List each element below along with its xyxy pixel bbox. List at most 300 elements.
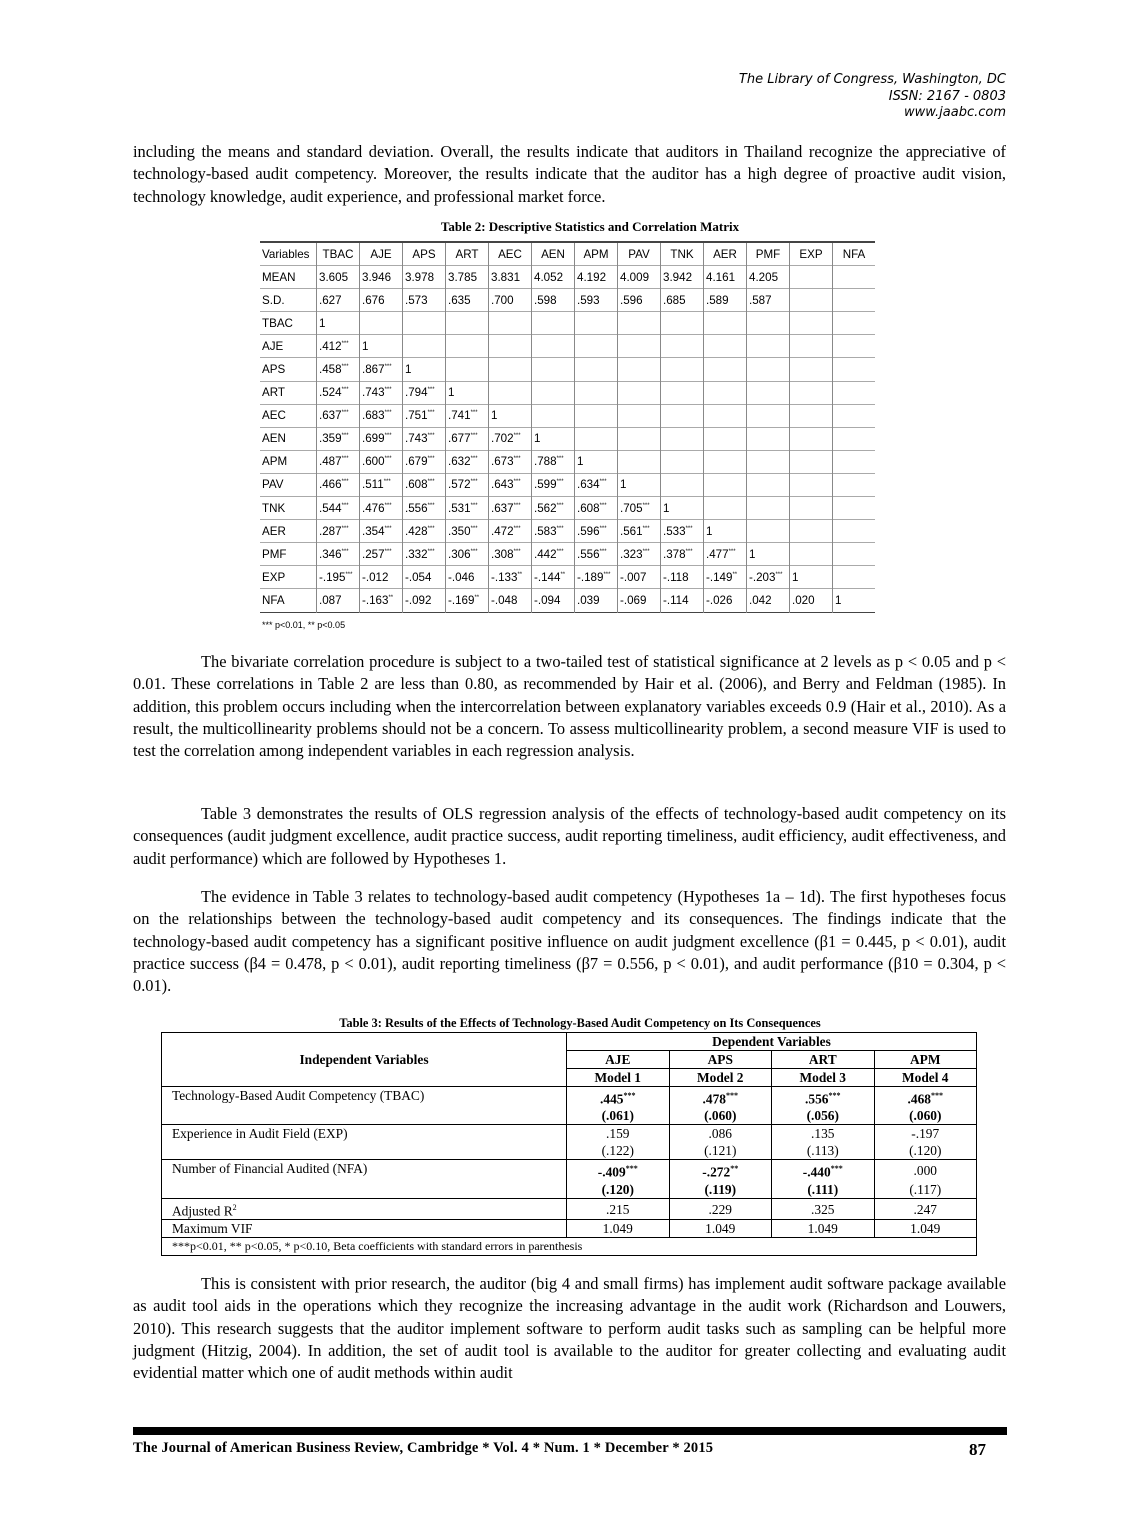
table3-dv-label: ART bbox=[772, 1051, 875, 1069]
table2-cell: AJE bbox=[360, 242, 403, 266]
table2-cell bbox=[446, 312, 489, 335]
table2-cell: .476*** bbox=[360, 497, 403, 520]
table2-cell bbox=[704, 450, 747, 473]
table2-cell bbox=[618, 427, 661, 450]
table2-cell bbox=[790, 335, 833, 358]
table2-cell bbox=[747, 358, 790, 381]
table2-cell: 1 bbox=[446, 381, 489, 404]
table3-se-cell: (.056) bbox=[772, 1107, 875, 1125]
table2-cell bbox=[790, 450, 833, 473]
table3-se-cell: (.111) bbox=[772, 1181, 875, 1199]
table2-cell bbox=[833, 543, 876, 566]
table2-cell: .679*** bbox=[403, 450, 446, 473]
table2-cell: -.094 bbox=[532, 589, 575, 612]
table-row bbox=[260, 289, 875, 312]
table3-se-cell: (.117) bbox=[874, 1181, 977, 1199]
table-row bbox=[260, 427, 875, 450]
table3-se-cell: (.122) bbox=[567, 1142, 670, 1160]
table2-cell: -.092 bbox=[403, 589, 446, 612]
table2-cell: NFA bbox=[833, 242, 876, 266]
table2-cell: AER bbox=[704, 242, 747, 266]
table2-cell: .544*** bbox=[317, 497, 360, 520]
table3-vif-cell: 1.049 bbox=[772, 1220, 875, 1238]
table2-cell: -.069 bbox=[618, 589, 661, 612]
table2-cell: -.054 bbox=[403, 566, 446, 589]
table2-cell bbox=[489, 358, 532, 381]
table2-cell: 3.978 bbox=[403, 266, 446, 289]
table3-coef-cell: .135 bbox=[772, 1125, 875, 1143]
table-row bbox=[260, 497, 875, 520]
table2-row-label: MEAN bbox=[260, 266, 317, 289]
table2-cell bbox=[575, 381, 618, 404]
table2-cell: 1 bbox=[575, 450, 618, 473]
paragraph-2: The bivariate correlation procedure is subject to a two-tailed test of statistical significance at 2 levels as p < 0.05 and p < 0.01. These correlations in Table 2 are less than 0.80, as recommended by Hair et al. (2006), and Berry and Feldman (1985). In addition, this problem occurs including when the intercorrelation between explanatory variables exceeds 0.9 (Hair et al., 2010). As a result, the multicollinearity problems should not be a concern. To assess multicollinearity problem, a second measure VIF is used to test the correlation among independent variables in each regression analysis. bbox=[133, 652, 1006, 761]
table2-cell: .487*** bbox=[317, 450, 360, 473]
table2-cell: .632*** bbox=[446, 450, 489, 473]
table2-cell: 1 bbox=[360, 335, 403, 358]
table2-cell: .596 bbox=[618, 289, 661, 312]
table2-cell: .573 bbox=[403, 289, 446, 312]
table2-cell: -.026 bbox=[704, 589, 747, 612]
paragraph-1: including the means and standard deviation. Overall, the results indicate that auditors in Thailand recognize the appreciative of technology-based audit competency. Moreover, the results indicate that the auditor has a high degree of proactive audit vision, technology knowledge, audit experience, and professional market force. bbox=[133, 142, 1006, 206]
table3-se-cell: (.060) bbox=[874, 1107, 977, 1125]
table2-cell: 1 bbox=[532, 427, 575, 450]
table2-cell: .637*** bbox=[317, 404, 360, 427]
table2-cell: -.048 bbox=[489, 589, 532, 612]
table2-cell bbox=[489, 335, 532, 358]
table2-cell: .867*** bbox=[360, 358, 403, 381]
table2-cell: 3.942 bbox=[661, 266, 704, 289]
table2-row-label: TNK bbox=[260, 497, 317, 520]
table2-cell: -.195*** bbox=[317, 566, 360, 589]
table2-cell bbox=[618, 312, 661, 335]
header-issn: ISSN: 2167 - 0803 bbox=[888, 88, 1006, 104]
table3-dv-label: AJE bbox=[567, 1051, 670, 1069]
table2-cell bbox=[747, 335, 790, 358]
table2-cell: -.118 bbox=[661, 566, 704, 589]
table2-cell: 4.192 bbox=[575, 266, 618, 289]
table3-coef-cell: .000 bbox=[874, 1160, 977, 1181]
table2-cell: .556*** bbox=[403, 497, 446, 520]
table2-cell: .472*** bbox=[489, 520, 532, 543]
table2-cell bbox=[661, 427, 704, 450]
table2-row-label: NFA bbox=[260, 589, 317, 612]
table2-cell: .705*** bbox=[618, 497, 661, 520]
table3-row-label-vif: Maximum VIF bbox=[162, 1220, 567, 1238]
table2-cell: .020 bbox=[790, 589, 833, 612]
table2-cell bbox=[747, 497, 790, 520]
table3-coef-cell: -.409*** bbox=[567, 1160, 670, 1181]
table3-regression-results bbox=[161, 1032, 977, 1256]
table2-cell: EXP bbox=[790, 242, 833, 266]
table2-cell bbox=[833, 358, 876, 381]
table2-cell: 1 bbox=[661, 497, 704, 520]
table2-cell: .608*** bbox=[403, 473, 446, 496]
table2-cell: 1 bbox=[747, 543, 790, 566]
table2-cell: 1 bbox=[618, 473, 661, 496]
table2-cell: .039 bbox=[575, 589, 618, 612]
table2-cell bbox=[747, 381, 790, 404]
table2-cell: PAV bbox=[618, 242, 661, 266]
table2-cell bbox=[661, 381, 704, 404]
table3-r2-cell: .229 bbox=[669, 1198, 772, 1219]
table2-cell bbox=[575, 312, 618, 335]
table2-cell bbox=[833, 497, 876, 520]
table2-cell: -.046 bbox=[446, 566, 489, 589]
table2-cell bbox=[833, 450, 876, 473]
table3-dv-label: APS bbox=[669, 1051, 772, 1069]
table3-r2-cell: .215 bbox=[567, 1198, 670, 1219]
table2-cell: 4.052 bbox=[532, 266, 575, 289]
table2-cell: AEN bbox=[532, 242, 575, 266]
header-publisher: The Library of Congress, Washington, DC bbox=[738, 72, 1006, 87]
table2-cell bbox=[532, 404, 575, 427]
table2-row-label: Variables bbox=[260, 242, 317, 266]
footer-journal: The Journal of American Business Review, Cambridge * Vol. 4 * Num. 1 * December * 2015 bbox=[133, 1440, 714, 1456]
table2-cell bbox=[747, 312, 790, 335]
table2-cell: -.169** bbox=[446, 589, 489, 612]
table3-vif-cell: 1.049 bbox=[874, 1220, 977, 1238]
table2-cell: ART bbox=[446, 242, 489, 266]
table2-cell: .412*** bbox=[317, 335, 360, 358]
table2-cell: .323*** bbox=[618, 543, 661, 566]
table2-cell: .598 bbox=[532, 289, 575, 312]
table2-cell: .589 bbox=[704, 289, 747, 312]
table2-cell: .511*** bbox=[360, 473, 403, 496]
table3-row-label-tbac: Technology-Based Audit Competency (TBAC) bbox=[162, 1087, 567, 1125]
table2-cell: PMF bbox=[747, 242, 790, 266]
table2-cell bbox=[704, 358, 747, 381]
page-number: 87 bbox=[969, 1440, 986, 1459]
table2-cell: .676 bbox=[360, 289, 403, 312]
table2-cell bbox=[704, 427, 747, 450]
table2-cell bbox=[403, 335, 446, 358]
table2-cell: .572*** bbox=[446, 473, 489, 496]
paragraph-5: This is consistent with prior research, the auditor (big 4 and small firms) has implement audit software package available as audit tool aids in the operations which they recognize the increasing advantage in the audit work (Richardson and Louwers, 2010). This research suggests that the auditor implement software to perform audit tasks such as sampling can be helpful more judgment (Hitzig, 2004). In addition, the set of audit tool is available to the auditor for greater collecting and evaluating audit evidential matter which one of audit methods within audit bbox=[133, 1274, 1006, 1383]
table2-row-label: EXP bbox=[260, 566, 317, 589]
table2-row-label: APS bbox=[260, 358, 317, 381]
table2-cell: .477*** bbox=[704, 543, 747, 566]
table2-cell bbox=[833, 427, 876, 450]
table3-se-cell: (.120) bbox=[874, 1142, 977, 1160]
table2-cell: -.007 bbox=[618, 566, 661, 589]
table2-cell: .673*** bbox=[489, 450, 532, 473]
table2-cell: -.114 bbox=[661, 589, 704, 612]
table2-cell: -.203*** bbox=[747, 566, 790, 589]
table3-model-label: Model 3 bbox=[772, 1069, 875, 1087]
table2-cell: 1 bbox=[489, 404, 532, 427]
table2-cell: .583*** bbox=[532, 520, 575, 543]
table3-model-label: Model 2 bbox=[669, 1069, 772, 1087]
table2-cell: .608*** bbox=[575, 497, 618, 520]
table2-cell: .524*** bbox=[317, 381, 360, 404]
table2-cell bbox=[704, 497, 747, 520]
table2-cell bbox=[446, 335, 489, 358]
table2-cell bbox=[833, 404, 876, 427]
table2-cell: 1 bbox=[403, 358, 446, 381]
table2-cell bbox=[618, 404, 661, 427]
table2-cell bbox=[790, 358, 833, 381]
table2-cell bbox=[790, 473, 833, 496]
table2-cell bbox=[790, 289, 833, 312]
table2-cell: 3.946 bbox=[360, 266, 403, 289]
table2-cell bbox=[532, 312, 575, 335]
table3-se-cell: (.060) bbox=[669, 1107, 772, 1125]
table2-cell: 4.161 bbox=[704, 266, 747, 289]
table2-row-label: AER bbox=[260, 520, 317, 543]
table2-cell: .637*** bbox=[489, 497, 532, 520]
table2-cell bbox=[790, 266, 833, 289]
header-website: www.jaabc.com bbox=[903, 105, 1006, 120]
table2-cell bbox=[833, 266, 876, 289]
table2-cell: .561*** bbox=[618, 520, 661, 543]
table2-cell bbox=[790, 543, 833, 566]
table2-cell: -.133** bbox=[489, 566, 532, 589]
table3-row-label-r2: Adjusted $R^2$ bbox=[162, 1198, 567, 1219]
table2-cell: .751*** bbox=[403, 404, 446, 427]
table2-row-label: AJE bbox=[260, 335, 317, 358]
table3-se-cell: (.119) bbox=[669, 1181, 772, 1199]
table-row bbox=[260, 520, 875, 543]
table2-cell bbox=[661, 358, 704, 381]
table3-caption: Table 3: Results of the Effects of Technology-Based Audit Competency on Its Consequences bbox=[339, 1016, 821, 1030]
table2-cell: .635 bbox=[446, 289, 489, 312]
table2-cell: .643*** bbox=[489, 473, 532, 496]
table2-cell: .306*** bbox=[446, 543, 489, 566]
table2-cell bbox=[618, 335, 661, 358]
table2-correlation-matrix bbox=[260, 241, 875, 613]
page-header bbox=[739, 72, 1006, 122]
table2-cell bbox=[575, 358, 618, 381]
table2-cell bbox=[661, 473, 704, 496]
table2-cell bbox=[704, 381, 747, 404]
table3-note: ***p<0.01, ** p<0.05, * p<0.10, Beta coefficients with standard errors in parenthesis bbox=[162, 1238, 977, 1256]
table2-cell: 4.205 bbox=[747, 266, 790, 289]
table2-cell: -.012 bbox=[360, 566, 403, 589]
table2-cell: TBAC bbox=[317, 242, 360, 266]
table2-cell: .702*** bbox=[489, 427, 532, 450]
footer-rule bbox=[133, 1427, 1007, 1435]
table2-cell bbox=[790, 381, 833, 404]
table2-cell bbox=[532, 358, 575, 381]
table2-cell bbox=[833, 381, 876, 404]
table-row bbox=[260, 266, 875, 289]
table2-cell: APM bbox=[575, 242, 618, 266]
table2-cell: .743*** bbox=[403, 427, 446, 450]
table3-se-cell: (.061) bbox=[567, 1107, 670, 1125]
table2-cell bbox=[747, 427, 790, 450]
table2-cell bbox=[790, 312, 833, 335]
table3-row-label-exp: Experience in Audit Field (EXP) bbox=[162, 1125, 567, 1160]
table3-se-cell: (.120) bbox=[567, 1181, 670, 1199]
table2-cell: .428*** bbox=[403, 520, 446, 543]
table2-cell bbox=[618, 381, 661, 404]
table2-cell bbox=[661, 404, 704, 427]
table2-cell: 3.785 bbox=[446, 266, 489, 289]
table2-cell: .685 bbox=[661, 289, 704, 312]
table2-cell bbox=[833, 335, 876, 358]
table2-cell: 1 bbox=[833, 589, 876, 612]
table3-coef-cell: .556*** bbox=[772, 1087, 875, 1108]
table3-row-label-nfa: Number of Financial Audited (NFA) bbox=[162, 1160, 567, 1198]
table2-cell bbox=[661, 312, 704, 335]
table3-se-cell: (.113) bbox=[772, 1142, 875, 1160]
table2-cell: .600*** bbox=[360, 450, 403, 473]
table3-vif-cell: 1.049 bbox=[567, 1220, 670, 1238]
table2-cell bbox=[747, 450, 790, 473]
table2-cell: .346*** bbox=[317, 543, 360, 566]
table3-coef-cell: .445*** bbox=[567, 1087, 670, 1108]
table2-cell: -.144** bbox=[532, 566, 575, 589]
table-row bbox=[260, 335, 875, 358]
table2-row-label: APM bbox=[260, 450, 317, 473]
paragraph-3: Table 3 demonstrates the results of OLS regression analysis of the effects of technology-based audit competency on its consequences (audit judgment excellence, audit practice success, audit reporting timeliness, audit efficiency, audit effectiveness, and audit performance) which are followed by Hypotheses 1. bbox=[133, 804, 1006, 868]
table2-cell bbox=[532, 381, 575, 404]
table2-cell: .442*** bbox=[532, 543, 575, 566]
table2-cell: .677*** bbox=[446, 427, 489, 450]
table2-cell bbox=[704, 404, 747, 427]
table2-note: *** p<0.01, ** p<0.05 bbox=[262, 620, 346, 630]
table2-row-label: AEN bbox=[260, 427, 317, 450]
table2-cell bbox=[747, 473, 790, 496]
table2-cell: .596*** bbox=[575, 520, 618, 543]
table2-cell: .042 bbox=[747, 589, 790, 612]
table2-cell bbox=[833, 566, 876, 589]
table2-cell bbox=[489, 381, 532, 404]
paragraph-4: The evidence in Table 3 relates to technology-based audit competency (Hypotheses 1a – 1d). The first hypotheses focus on the relationships between the technology-based audit competency and its consequences. The findings indicate that the technology-based audit competency has a significant positive influence on audit judgment excellence (β1 = 0.445, p < 0.01), audit practice success (β4 = 0.478, p < 0.01), audit reporting timeliness (β7 = 0.556, p < 0.01), and audit performance (β10 = 0.304, p < 0.01). bbox=[133, 887, 1006, 996]
table2-cell bbox=[403, 312, 446, 335]
table2-cell bbox=[575, 404, 618, 427]
table2-cell: .257*** bbox=[360, 543, 403, 566]
table3-coef-cell: -.440*** bbox=[772, 1160, 875, 1181]
table2-cell bbox=[446, 358, 489, 381]
table2-row-label: AEC bbox=[260, 404, 317, 427]
table2-cell bbox=[833, 473, 876, 496]
table2-cell: .699*** bbox=[360, 427, 403, 450]
table2-cell: .627 bbox=[317, 289, 360, 312]
table-row bbox=[260, 543, 875, 566]
table2-row-label: TBAC bbox=[260, 312, 317, 335]
table2-cell: .332*** bbox=[403, 543, 446, 566]
table3-coef-cell: .159 bbox=[567, 1125, 670, 1143]
table2-cell bbox=[833, 289, 876, 312]
table2-cell: 1 bbox=[704, 520, 747, 543]
table2-cell bbox=[790, 497, 833, 520]
table2-cell: .359*** bbox=[317, 427, 360, 450]
table2-cell bbox=[704, 312, 747, 335]
table3-se-cell: (.121) bbox=[669, 1142, 772, 1160]
table3-coef-cell: -.272** bbox=[669, 1160, 772, 1181]
table2-cell: -.163** bbox=[360, 589, 403, 612]
table3-vif-cell: 1.049 bbox=[669, 1220, 772, 1238]
table2-cell: .794*** bbox=[403, 381, 446, 404]
table2-cell: .587 bbox=[747, 289, 790, 312]
table-row bbox=[260, 381, 875, 404]
table2-cell: .556*** bbox=[575, 543, 618, 566]
table2-cell: APS bbox=[403, 242, 446, 266]
table3-coef-cell: .468*** bbox=[874, 1087, 977, 1108]
table2-header-row bbox=[260, 242, 875, 266]
table2-cell bbox=[532, 335, 575, 358]
table2-cell: .378*** bbox=[661, 543, 704, 566]
table-row bbox=[260, 450, 875, 473]
table-row bbox=[260, 312, 875, 335]
table2-cell: .087 bbox=[317, 589, 360, 612]
table2-cell: .593 bbox=[575, 289, 618, 312]
table2-cell: .308*** bbox=[489, 543, 532, 566]
table2-cell: 1 bbox=[317, 312, 360, 335]
table2-cell: -.149** bbox=[704, 566, 747, 589]
table2-row-label: ART bbox=[260, 381, 317, 404]
table2-cell: AEC bbox=[489, 242, 532, 266]
table2-cell: .683*** bbox=[360, 404, 403, 427]
table2-cell: 3.605 bbox=[317, 266, 360, 289]
table2-cell: .466*** bbox=[317, 473, 360, 496]
table2-cell bbox=[833, 520, 876, 543]
table2-cell bbox=[704, 335, 747, 358]
table-row bbox=[260, 566, 875, 589]
table-row bbox=[260, 473, 875, 496]
table-row bbox=[260, 589, 875, 612]
table2-cell: .634*** bbox=[575, 473, 618, 496]
table2-caption: Table 2: Descriptive Statistics and Correlation Matrix bbox=[440, 219, 740, 234]
table2-cell bbox=[489, 312, 532, 335]
table2-cell: .350*** bbox=[446, 520, 489, 543]
table2-cell: .700 bbox=[489, 289, 532, 312]
table3-dv-header: Dependent Variables bbox=[567, 1033, 977, 1051]
table2-cell: .287*** bbox=[317, 520, 360, 543]
table3-r2-cell: .325 bbox=[772, 1198, 875, 1219]
table2-row-label: PAV bbox=[260, 473, 317, 496]
table3-r2-cell: .247 bbox=[874, 1198, 977, 1219]
table2-cell: .562*** bbox=[532, 497, 575, 520]
table3-model-label: Model 1 bbox=[567, 1069, 670, 1087]
table2-cell bbox=[747, 404, 790, 427]
table2-cell: TNK bbox=[661, 242, 704, 266]
table3-iv-header: Independent Variables bbox=[162, 1033, 567, 1087]
table2-cell bbox=[575, 335, 618, 358]
table2-cell: -.189*** bbox=[575, 566, 618, 589]
table2-cell bbox=[661, 450, 704, 473]
table2-cell: .458*** bbox=[317, 358, 360, 381]
table2-cell: 4.009 bbox=[618, 266, 661, 289]
table2-cell bbox=[704, 473, 747, 496]
table2-cell bbox=[790, 427, 833, 450]
table-row bbox=[260, 358, 875, 381]
table2-cell: .533*** bbox=[661, 520, 704, 543]
table2-cell bbox=[360, 312, 403, 335]
table3-dv-label: APM bbox=[874, 1051, 977, 1069]
table2-cell: 3.831 bbox=[489, 266, 532, 289]
table2-cell: .531*** bbox=[446, 497, 489, 520]
table3-coef-cell: .086 bbox=[669, 1125, 772, 1143]
table2-cell: .788*** bbox=[532, 450, 575, 473]
table2-cell bbox=[661, 335, 704, 358]
table3-coef-cell: -.197 bbox=[874, 1125, 977, 1143]
table2-cell bbox=[575, 427, 618, 450]
table-row bbox=[260, 404, 875, 427]
table2-cell: .354*** bbox=[360, 520, 403, 543]
table2-cell bbox=[618, 450, 661, 473]
table2-cell bbox=[790, 404, 833, 427]
table2-cell: .743*** bbox=[360, 381, 403, 404]
table2-row-label: S.D. bbox=[260, 289, 317, 312]
table2-cell bbox=[790, 520, 833, 543]
table2-row-label: PMF bbox=[260, 543, 317, 566]
table2-cell bbox=[833, 312, 876, 335]
table2-cell: 1 bbox=[790, 566, 833, 589]
table2-cell bbox=[618, 358, 661, 381]
